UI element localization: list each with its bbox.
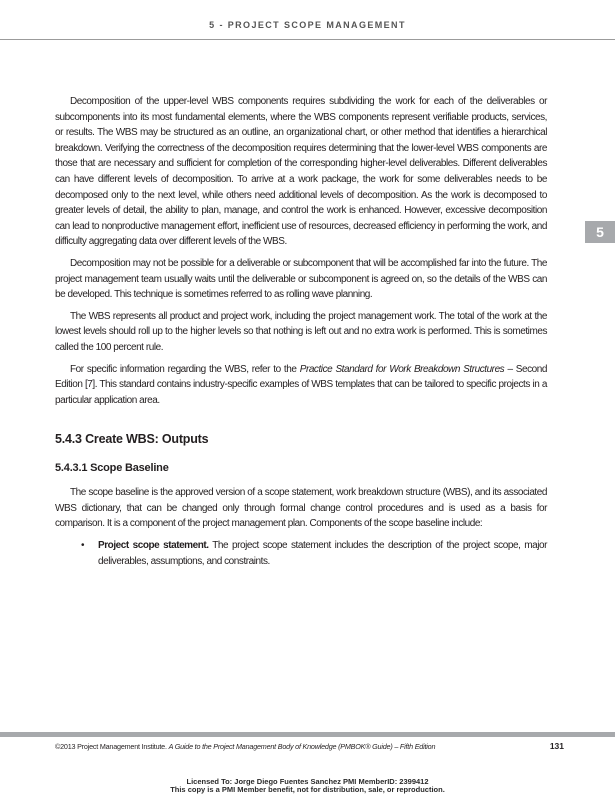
body-paragraph: Decomposition of the upper-level WBS components requires subdividing the work for each of the deliverables or subcomponents into its most fundamental elements, where the WBS components represent verifiable products, services, or results. The WBS may be structured as an outline, an organizational chart, or other method that identifies a hierarchical breakdown. Verifying the correctness of the decomposition requires determining that the lower-level WBS components are those that are necessary and sufficient for completion of the corresponding higher-level deliverables. Different deliverables can have different levels of decomposition. To arrive at a work package, the work for some deliverables needs to be decomposed only to the next level, while others need additional levels of decomposition. As the work is decomposed to greater levels of detail, the ability to plan, manage, and control the work is enhanced. However, excessive decomposition can lead to nonproductive management effort, inefficient use of resources, decreased efficiency in performing the work, and difficulty aggregating data over different levels of the WBS.	[55, 96, 547, 248]
running-header-title: 5 - PROJECT SCOPE MANAGEMENT	[209, 20, 406, 30]
page-number: 131	[549, 741, 564, 751]
body-paragraph: Decomposition may not be possible for a deliverable or subcomponent that will be accomplished far into the future. The project management team usually waits until the deliverable or subcomponent is agreed on, so the details of the WBS can be developed. This technique is sometimes referred to as rolling wave planning.	[55, 257, 547, 301]
bullet-term: Project scope statement.	[98, 540, 209, 552]
header-divider	[0, 39, 615, 40]
main-content	[55, 94, 547, 569]
bullet-icon: •	[81, 540, 85, 552]
section-heading: 5.4.3 Create WBS: Outputs	[55, 432, 209, 447]
bullet-text: The project scope statement includes the description of the project scope, major deliverables, assumptions, and constraints.	[98, 540, 547, 567]
footer-copyright	[55, 742, 435, 751]
guide-title: A Guide to the Project Management Body of Knowledge (PMBOK® Guide) – Fifth Edition	[168, 742, 436, 751]
page-header	[0, 0, 615, 40]
footer-divider	[0, 732, 615, 737]
license-line: Licensed To: Jorge Diego Fuentes Sanchez PMI MemberID: 2399412	[186, 777, 429, 786]
text-span: – Second Edition [7]. This standard contains industry-specific examples of WBS templates that can be tailored to specific projects in a particular application area.	[55, 363, 548, 406]
body-paragraph: The scope baseline is the approved version of a scope statement, work breakdown structure (WBS), and its associated WBS dictionary, that can be changed only through formal change control procedures and is used as a basis for comparison. It is a component of the project management plan. Components of the scope baseline include:	[55, 487, 547, 530]
license-notice	[0, 778, 615, 794]
body-paragraph-wbs-reference	[55, 362, 547, 409]
subsection-heading: 5.4.3.1 Scope Baseline	[55, 462, 169, 475]
text-span: For specific information regarding the WBS, refer to the	[70, 363, 300, 375]
standard-title: Practice Standard for Work Breakdown Structures	[299, 363, 505, 375]
bullet-list	[55, 538, 547, 569]
body-paragraph: The WBS represents all product and project work, including the project management work. The total of the work at the lowest levels should roll up to the higher levels so that nothing is left out and no extra work is performed. This is sometimes called the 100 percent rule.	[55, 310, 547, 353]
list-item	[81, 538, 547, 569]
chapter-tab: 5	[585, 221, 615, 243]
license-line: This copy is a PMI Member benefit, not for distribution, sale, or reproduction.	[170, 785, 445, 794]
copyright-text: ©2013 Project Management Institute.	[55, 742, 169, 751]
